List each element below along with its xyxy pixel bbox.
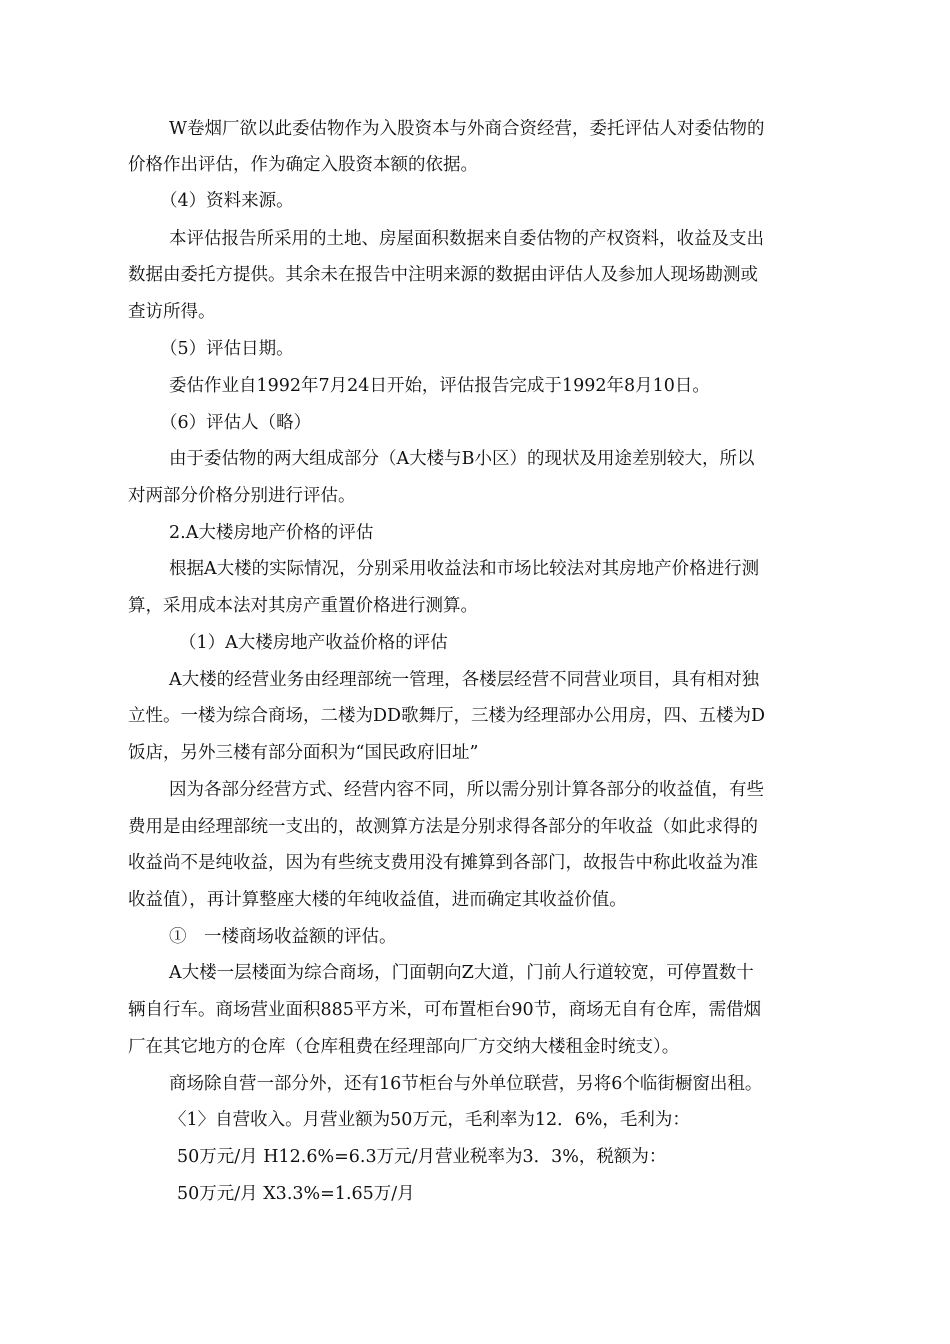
text-line-16: A大楼的经营业务由经理部统一管理，各楼层经营不同营业项目，具有相对独 bbox=[169, 670, 760, 690]
text-line-14: 算，采用成本法对其房产重置价格进行测算。 bbox=[128, 596, 478, 616]
text-line-18: 饭店，另外三楼有部分面积为“国民政府旧址” bbox=[128, 743, 479, 763]
text-line-19: 因为各部分经营方式、经营内容不同，所以需分别计算各部分的收益值，有些 bbox=[169, 780, 764, 800]
text-line-2: 价格作出评估，作为确定入股资本额的依据。 bbox=[128, 155, 478, 175]
text-line-3: （4）资料来源。 bbox=[160, 191, 294, 211]
section-heading: 2.A大楼房地产价格的评估 bbox=[169, 523, 374, 543]
text-line-25: 辆自行车。商场营业面积885平方米，可布置柜台90节，商场无自有仓库，需借烟 bbox=[128, 1000, 762, 1020]
text-line-10: 由于委估物的两大组成部分（A大楼与B小区）的现状及用途差别较大，所以 bbox=[169, 449, 755, 469]
text-line-6: 查访所得。 bbox=[128, 302, 216, 322]
text-line-20: 费用是由经理部统一支出的，故测算方法是分别求得各部分的年收益（如此求得的 bbox=[128, 817, 758, 837]
text-line-28: 〈1〉自营收入。月营业额为50万元，毛利率为12．6%，毛利为： bbox=[169, 1110, 690, 1130]
text-line-24: A大楼一层楼面为综合商场，门面朝向Z大道，门前人行道较宽，可停置数十 bbox=[169, 963, 754, 983]
text-line-11: 对两部分价格分别进行评估。 bbox=[128, 486, 356, 506]
formula-line-2: 50万元/月 X3.3%=1.65万/月 bbox=[177, 1184, 415, 1204]
text-line-13: 根据A大楼的实际情况，分别采用收益法和市场比较法对其房地产价格进行测 bbox=[169, 559, 760, 579]
item-heading: ① 一楼商场收益额的评估。 bbox=[169, 927, 397, 947]
text-line-8: 委估作业自1992年7月24日开始，评估报告完成于1992年8月10日。 bbox=[169, 376, 710, 396]
formula-line-1: 50万元/月 Η12.6%=6.3万元/月营业税率为3．3%，税额为： bbox=[177, 1147, 667, 1167]
text-line-21: 收益尚不是纯收益，因为有些统支费用没有摊算到各部门，故报告中称此收益为准 bbox=[128, 853, 758, 873]
text-line-1: W卷烟厂欲以此委估物作为入股资本与外商合资经营，委托评估人对委估物的 bbox=[169, 119, 765, 139]
text-line-5: 数据由委托方提供。其余未在报告中注明来源的数据由评估人及参加人现场勘测或 bbox=[128, 265, 758, 285]
text-line-7: （5）评估日期。 bbox=[160, 339, 294, 359]
text-line-9: （6）评估人（略） bbox=[160, 413, 312, 433]
text-line-4: 本评估报告所采用的土地、房屋面积数据来自委估物的产权资料，收益及支出 bbox=[169, 229, 764, 249]
text-line-17: 立性。一楼为综合商场，二楼为DD歌舞厅，三楼为经理部办公用房，四、五楼为D bbox=[128, 706, 766, 726]
text-line-22: 收益值），再计算整座大楼的年纯收益值，进而确定其收益价值。 bbox=[128, 890, 627, 910]
text-line-26: 厂在其它地方的仓库（仓库租费在经理部向厂方交纳大楼租金时统支）。 bbox=[128, 1037, 680, 1057]
subsection-heading: （1）A大楼房地产收益价格的评估 bbox=[179, 633, 448, 653]
text-line-27: 商场除自营一部分外，还有16节柜台与外单位联营，另将6个临街橱窗出租。 bbox=[169, 1074, 763, 1094]
